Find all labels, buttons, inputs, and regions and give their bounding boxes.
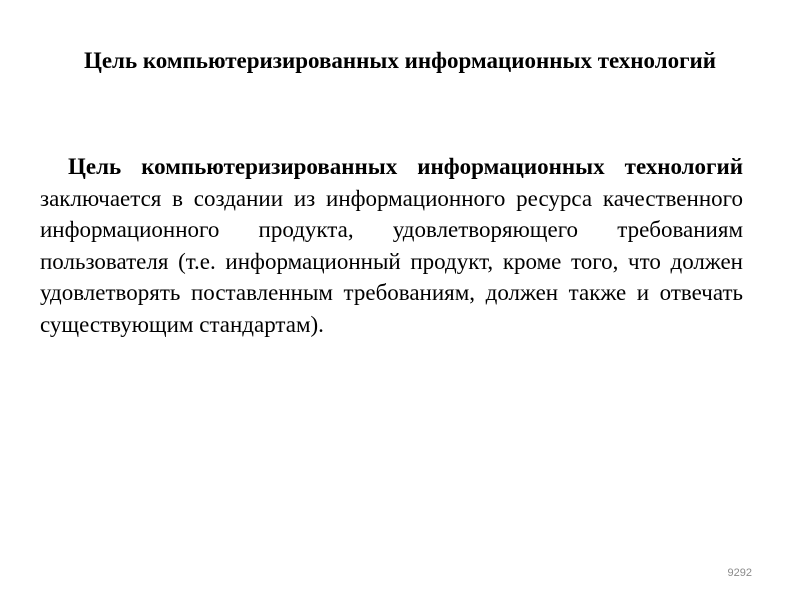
slide-title: Цель компьютеризированных информационных технологий (83, 48, 717, 73)
slide-body-paragraph (40, 151, 743, 341)
body-text: заключается в создании из информационного ресурса качественного информационного продукта, удовлетворяющего требованиям пользователя (т.е. информационный продукт, кроме того, что должен удовлетворять поставленным требованиям, должен также и отвечать существующим стандартам). (40, 185, 743, 337)
body-lead-bold-text: Цель компьютеризированных информационных технологий (68, 154, 743, 179)
page-number: 9292 (727, 567, 752, 579)
